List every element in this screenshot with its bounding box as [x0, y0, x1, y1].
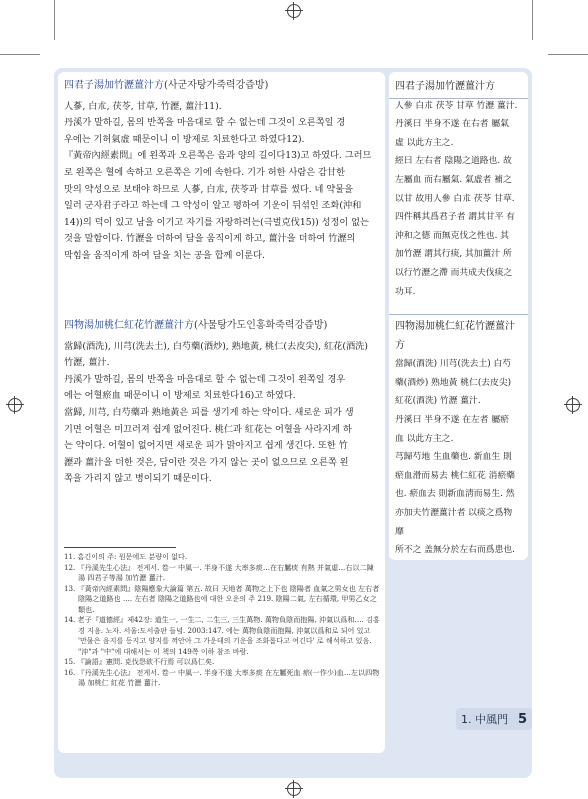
body-line: 竹瀝, 薑汁. — [64, 357, 110, 369]
body-line: 瀝과 薑汁을 더한 것은, 담이란 것은 가지 않는 곳이 없으므로 오른쪽 왼 — [64, 456, 349, 468]
body-line: 丹溪가 말하길, 몸의 반쪽을 마음대로 할 수 없는데 그것이 왼쪽일 경우 — [64, 373, 346, 385]
crop-mark — [532, 0, 533, 40]
page-number: 5 — [517, 711, 528, 727]
side-line: 也. 瘀血去 則新血淸而易生. 然 — [395, 489, 515, 500]
section-2-original — [395, 318, 523, 560]
side-line: 功耳. — [395, 286, 416, 297]
section-1-main — [64, 78, 380, 265]
body-line: 막힘을 움직이게 하여 담을 치는 공을 합께 이룬다. — [64, 249, 265, 261]
side-section-divider — [389, 314, 528, 315]
registration-mark-left — [8, 398, 22, 412]
side-line: 亦加夫竹瀝薑汁者 以痰之爲物 靡 — [395, 507, 513, 537]
side-line: 左屬血 而右屬氣. 氣虛者 補之 — [395, 174, 512, 185]
body-line: 일러 군자君子라고 하는데 그 약성이 알고 평하여 기운이 뒤섞인 조화(沖和 — [64, 200, 362, 212]
side-line: 以甘 故用人參 白朮 茯苓 甘草. — [395, 193, 515, 204]
body-line: 當歸, 川芎, 白芍藥과 熟地黃은 피를 생기게 하는 약이다. 새로운 피가 생 — [64, 406, 354, 418]
side-section-1-title: 四君子湯加竹瀝薑汁方 — [395, 81, 495, 92]
section-1-body — [64, 99, 380, 265]
section-2-title-cn: 四物湯加桃仁紅花竹瀝薑汁方 — [64, 320, 194, 331]
crop-mark — [548, 54, 588, 55]
footnote: 15. 『論語』憲問. 克伐怨欲不行焉 可以爲仁矣. — [64, 657, 215, 666]
side-line: 加竹瀝 謂其行痰, 其加薑汁 所 — [395, 249, 512, 260]
footnote: 13. 『黃帝內經素問』陰陽應象大論篇 第五. 故曰 天地者 萬物之上下也 陰陽者 血氣之男女也 左右者 陰陽之道路也 …. 左右者 陰陽之道路也에 대한 오운의 주 219. 陰陽二氣, 左右循環, 甲男乙女之類也. — [64, 583, 380, 614]
section-2-body — [64, 339, 380, 488]
body-line: 맛의 약성으로 보태야 하므로 人蔘, 白朮, 茯苓과 甘草를 썼다. 네 약물을 — [64, 183, 353, 195]
body-line: 14))의 덕이 있고 남을 이기고 자기를 자랑하려는(극벌克伐15)) 성정이 없는 — [64, 216, 369, 228]
footnotes — [64, 552, 380, 689]
side-line: 瘀血滑而易去 桃仁紅花 消瘀藥 — [395, 470, 515, 481]
side-title-divider — [389, 98, 528, 99]
crop-mark — [0, 54, 40, 55]
body-line: 當歸(酒洗), 川芎(洗去土), 白芍藥(酒炒), 熟地黃, 桃仁(去皮尖), 紅花(酒洗) — [64, 340, 368, 352]
side-line: 芎歸芍地 生血藥也. 新血生 則 — [395, 452, 512, 463]
side-section-2-title: 四物湯加桃仁紅花竹瀝薑汁方 — [395, 321, 515, 351]
page-footer — [456, 708, 532, 730]
section-1-original — [395, 78, 523, 301]
crop-mark — [54, 0, 55, 40]
section-2-main — [64, 318, 380, 488]
side-line: 以行竹瀝之滯 而共成夫伐痰之 — [395, 267, 513, 278]
chapter-label: 1. 中風門 — [460, 713, 508, 726]
section-2-title-kr: (사물탕가도인홍화죽력강즙방) — [194, 320, 328, 331]
body-line: 우에는 기허氣虛 때문이니 이 방제로 치료한다고 하였다12). — [64, 133, 305, 145]
body-line: 『黃帝內經素問』에 왼쪽과 오른쪽은 음과 양의 길이다13)고 하였다. 그러므 — [64, 150, 372, 162]
side-line: 丹溪曰 半身不遂 在左者 屬瘀 — [395, 414, 509, 425]
side-line: 丹溪曰 半身不遂 在右者 屬氣 — [395, 119, 509, 130]
section-1-title-kr: (사군자탕가죽력강즙방) — [164, 80, 269, 91]
body-line: 것을 말함이다. 竹瀝을 더하여 담을 움직이게 하고, 薑汁을 더하여 竹瀝의 — [64, 233, 356, 245]
footnote: 16. 『丹溪先生心法』 전게서. 卷一 中風一. 半身不遂 大率多痰 在左屬死血 瘀(一作少)血…左以四物湯 加桃仁 紅花 竹瀝 薑汁. — [64, 667, 380, 687]
section-1-heading — [64, 78, 380, 95]
side-line: 人參 白朮 茯苓 甘草 竹瀝 薑汁. — [395, 100, 518, 111]
footnote: 14. 老子『道德經』제42장: 道生一, 一生二, 二生三, 三生萬物. 萬物負陰而抱陽, 沖氣以爲和…. 김홍경 지음. 노자. 서울:도서출판 들녘. 2003:147. 에는 萬物負陰而抱陽, 沖氣以爲和로 되어 있고 '만물은 음지를 등지고 양지를 껴안아 그 가운데의 기운을 조화롭다고 여긴다' 로 해석하고 있음. "沖"과 "中"에 대해서는 이 책의 149쪽 이하 참조 바람. — [64, 615, 380, 656]
side-line: 四件稱其爲君子者 謂其甘平 有 — [395, 212, 515, 223]
footnote: 11. 흠긴이의 주: 원문에도 분량이 없다. — [64, 552, 188, 561]
footnote-rule — [64, 547, 176, 548]
side-line: 當歸(酒洗) 川芎(洗去土) 白芍 — [395, 359, 512, 370]
registration-mark-right — [566, 398, 580, 412]
side-line: 虛 以此方主之. — [395, 137, 454, 148]
body-line: 丹溪가 말하길, 몸의 반쪽을 마음대로 할 수 없는데 그것이 오른쪽일 경 — [64, 117, 346, 129]
registration-mark-bottom — [287, 782, 301, 796]
section-2-heading — [64, 318, 380, 335]
body-line: 에는 어혈瘀血 때문이니 이 방제로 치료한다16)고 하였다. — [64, 390, 296, 402]
footnote: 12. 『丹溪先生心法』 전게서. 卷一 中風一. 半身不遂 大率多痰…在右屬痰 有熱 并氣虛…右以二陳湯 四君子等湯 加竹瀝 薑汁. — [64, 562, 374, 582]
body-line: 人蔘, 白朮, 茯苓, 甘草, 竹瀝, 薑汁11). — [64, 100, 222, 112]
body-line: 기면 어혈은 미끄러져 쉽게 없어진다. 桃仁과 紅花는 어혈을 사라지게 하 — [64, 423, 352, 435]
body-line: 쪽을 가리지 않고 병이되기 때문이다. — [64, 473, 212, 485]
side-line: 紅花(酒洗) 竹瀝 薑汁. — [395, 396, 481, 407]
body-line: 로 왼쪽은 혈에 속하고 오른쪽은 기에 속한다. 기가 허한 사람은 감甘한 — [64, 166, 345, 178]
side-line: 血 以此方主之. — [395, 433, 454, 444]
side-line: 所不之 盖無分於左右而爲患也. — [395, 545, 515, 556]
section-1-title-cn: 四君子湯加竹瀝薑汁方 — [64, 80, 164, 91]
registration-mark-top — [287, 4, 301, 18]
side-line: 經曰 左右者 陰陽之道路也. 故 — [395, 156, 512, 167]
side-line: 藥(酒炒) 熟地黃 桃仁(去皮尖) — [395, 377, 512, 388]
body-line: 는 약이다. 어혈이 없어지면 새로운 피가 맑아지고 쉽게 생긴다. 또한 竹 — [64, 440, 348, 452]
side-line: 沖和之德 而無克伐之性也. 其 — [395, 230, 509, 241]
